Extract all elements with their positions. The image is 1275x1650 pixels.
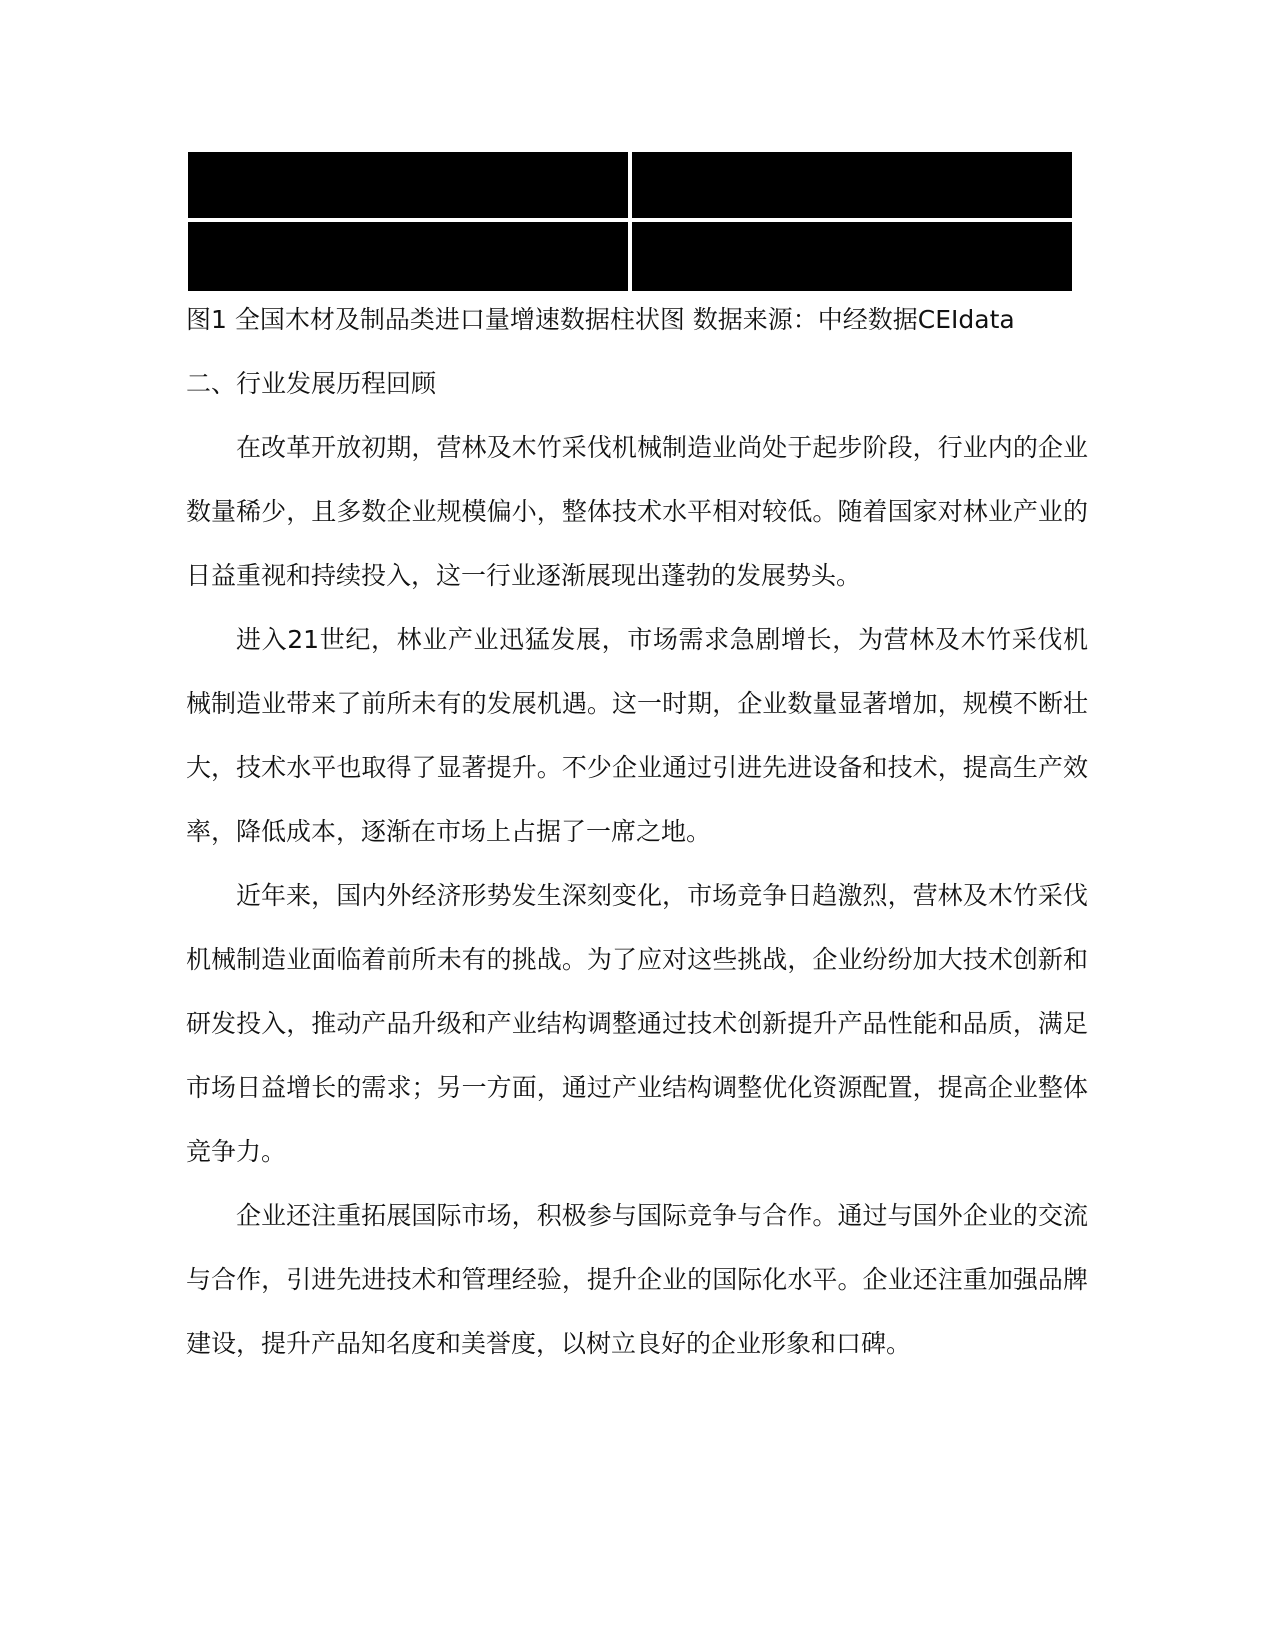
figure-caption: 图1 全国木材及制品类进口量增速数据柱状图 数据来源：中经数据CEIdata (186, 305, 1015, 334)
figure-image (188, 152, 1072, 291)
body-paragraph: 近年来，国内外经济形势发生深刻变化，市场竞争日趋激烈，营林及木竹采伐机械制造业面临着前所未有的挑战。为了应对这些挑战，企业纷纷加大技术创新和研发投入，推动产品升级和产业结构调整通过技术创新提升产品性能和品质，满足市场日益增长的需求；另一方面，通过产业结构调整优化资源配置，提高企业整体竞争力。 (186, 881, 1088, 1166)
body-paragraph: 在改革开放初期，营林及木竹采伐机械制造业尚处于起步阶段，行业内的企业数量稀少，且多数企业规模偏小，整体技术水平相对较低。随着国家对林业产业的日益重视和持续投入，这一行业逐渐展现出蓬勃的发展势头。 (186, 433, 1088, 590)
figure-image-quadrant (632, 152, 1072, 218)
figure-image-quadrant (632, 222, 1072, 291)
figure-image-quadrant (188, 152, 628, 218)
section-heading: 二、行业发展历程回顾 (186, 369, 437, 398)
body-paragraph: 企业还注重拓展国际市场，积极参与国际竞争与合作。通过与国外企业的交流与合作，引进先进技术和管理经验，提升企业的国际化水平。企业还注重加强品牌建设，提升产品知名度和美誉度，以树立良好的企业形象和口碑。 (186, 1201, 1088, 1358)
document-body (186, 288, 1088, 1376)
figure-image-quadrant (188, 222, 628, 291)
body-paragraph: 进入21世纪，林业产业迅猛发展，市场需求急剧增长，为营林及木竹采伐机械制造业带来了前所未有的发展机遇。这一时期，企业数量显著增加，规模不断壮大，技术水平也取得了显著提升。不少企业通过引进先进设备和技术，提高生产效率，降低成本，逐渐在市场上占据了一席之地。 (186, 625, 1088, 846)
